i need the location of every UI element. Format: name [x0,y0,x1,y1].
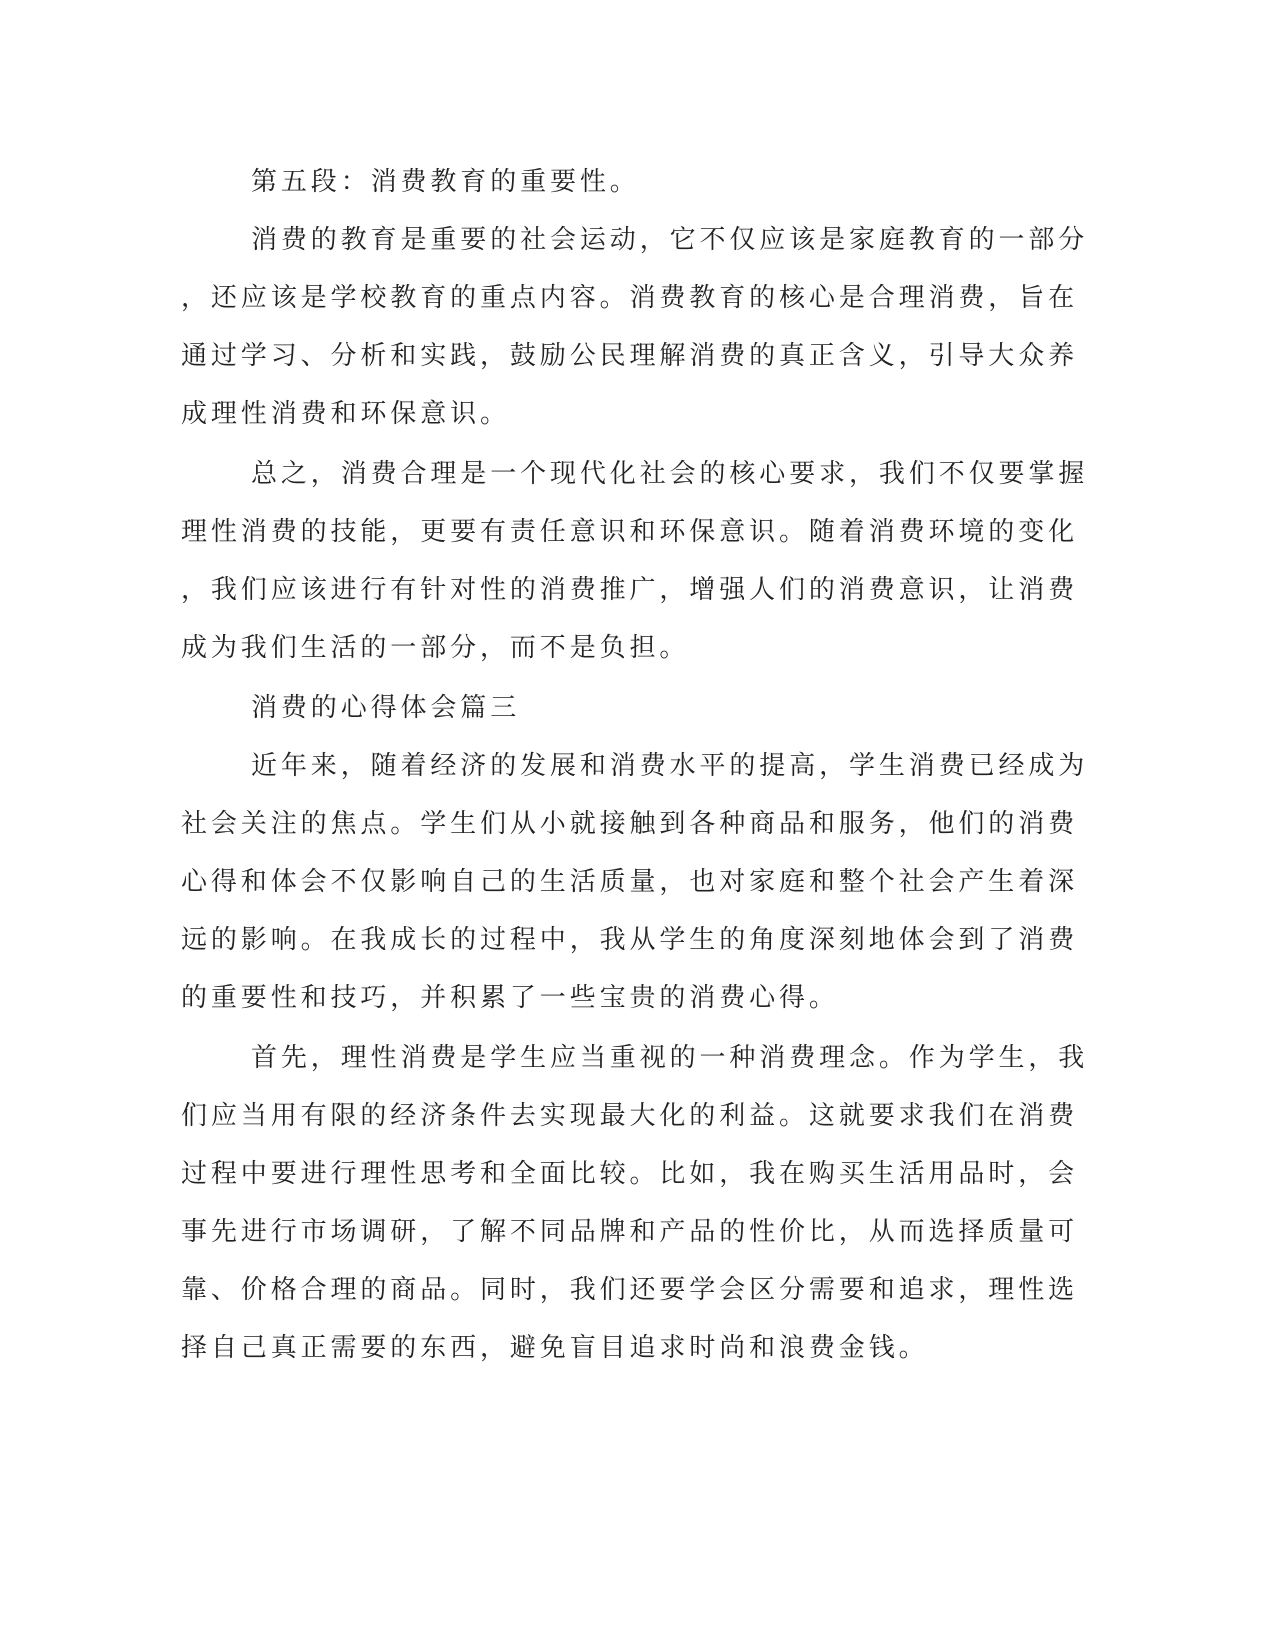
paragraph-line: 理性消费的技能，更要有责任意识和环保意识。随着消费环境的变化 [181,517,1079,547]
paragraph-line: 成为我们生活的一部分，而不是负担。 [181,633,690,663]
paragraph-line: 总之，消费合理是一个现代化社会的核心要求，我们不仅要掌握 [251,459,1089,489]
section-heading: 第五段：消费教育的重要性。 [251,167,640,197]
paragraph-line: 的重要性和技巧，并积累了一些宝贵的消费心得。 [181,983,839,1013]
paragraph-line: 通过学习、分析和实践，鼓励公民理解消费的真正含义，引导大众养 [181,341,1079,371]
paragraph-line: 远的影响。在我成长的过程中，我从学生的角度深刻地体会到了消费 [181,925,1079,955]
paragraph-line: 过程中要进行理性思考和全面比较。比如，我在购买生活用品时，会 [181,1159,1079,1189]
paragraph-line: 们应当用有限的经济条件去实现最大化的利益。这就要求我们在消费 [181,1101,1079,1131]
paragraph-line: 成理性消费和环保意识。 [181,399,510,429]
paragraph-line: ，还应该是学校教育的重点内容。消费教育的核心是合理消费，旨在 [181,283,1079,313]
paragraph-line: 靠、价格合理的商品。同时，我们还要学会区分需要和追求，理性选 [181,1275,1079,1305]
paragraph-line: 事先进行市场调研，了解不同品牌和产品的性价比，从而选择质量可 [181,1217,1079,1247]
paragraph-line: ，我们应该进行有针对性的消费推广，增强人们的消费意识，让消费 [181,575,1079,605]
paragraph-line: 消费的教育是重要的社会运动，它不仅应该是家庭教育的一部分 [251,225,1089,255]
paragraph-line: 心得和体会不仅影响自己的生活质量，也对家庭和整个社会产生着深 [181,867,1079,897]
paragraph-line: 择自己真正需要的东西，避免盲目追求时尚和浪费金钱。 [181,1333,929,1363]
section-heading: 消费的心得体会篇三 [251,693,521,723]
paragraph-line: 近年来，随着经济的发展和消费水平的提高，学生消费已经成为 [251,751,1089,781]
paragraph-line: 首先，理性消费是学生应当重视的一种消费理念。作为学生，我 [251,1043,1089,1073]
paragraph-line: 社会关注的焦点。学生们从小就接触到各种商品和服务，他们的消费 [181,809,1079,839]
